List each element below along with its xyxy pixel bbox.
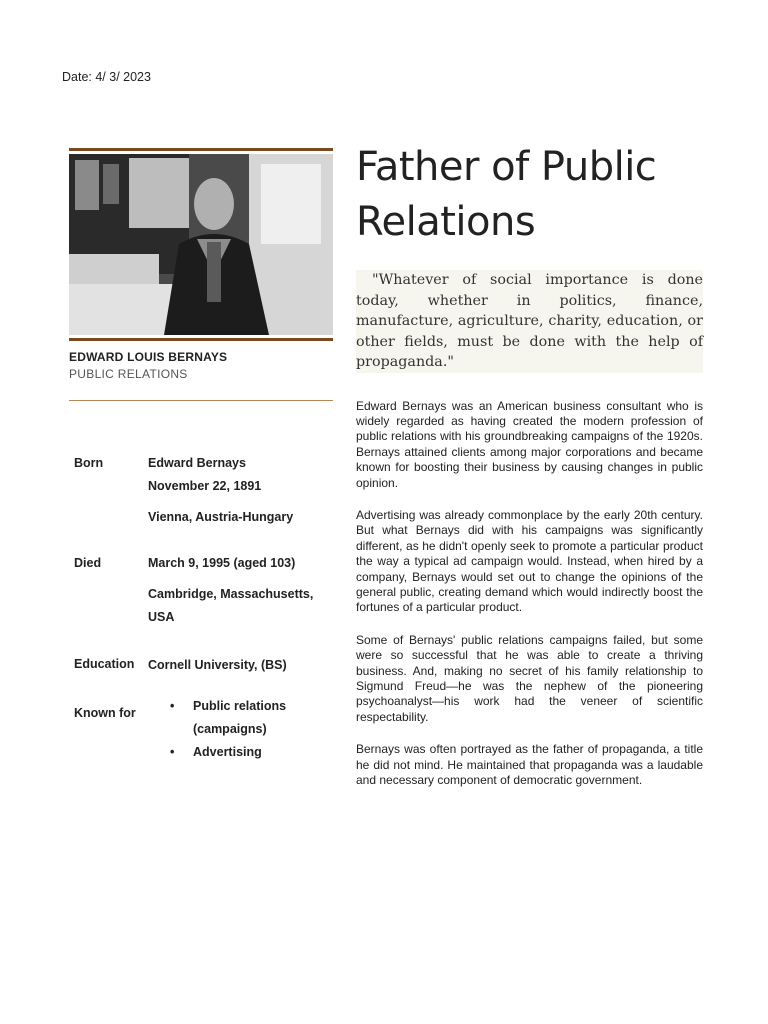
known-for-list bbox=[170, 695, 340, 764]
article-paragraph: Advertising was already commonplace by the early 20th century. But what Bernays did with his campaigns was significantly different, as he didn't openly seek to promote a particular product the way a typical ad campaign would. Instead, when hired by a company, Bernays would set out to change the opinions of the general public, creating demand which would indirectly boost the fortunes of a particular product. bbox=[356, 507, 703, 615]
died-value bbox=[148, 552, 338, 629]
born-place: Vienna, Austria-Hungary bbox=[148, 510, 294, 524]
article-quote: "Whatever of social importance is done today, whether in politics, finance, manufacture, agriculture, charity, education, or other fields, must be done with the help of propaganda." bbox=[356, 270, 703, 373]
article-paragraph: Edward Bernays was an American business consultant who is widely regarded as having created the modern profession of public relations with his groundbreaking campaigns of the 1920s. Bernays attained clients among major corporations and became known for boosting their business by causing changes in public opinion. bbox=[356, 398, 703, 490]
education-value: Cornell University, (BS) bbox=[148, 658, 287, 672]
known-for-label: Known for bbox=[74, 706, 136, 720]
born-label: Born bbox=[74, 456, 104, 470]
died-date: March 9, 1995 (aged 103) bbox=[148, 556, 296, 570]
document-date: Date: 4/ 3/ 2023 bbox=[62, 70, 151, 84]
article bbox=[356, 140, 703, 788]
born-date: November 22, 1891 bbox=[148, 479, 262, 493]
article-title: Father of Public Relations bbox=[356, 144, 657, 245]
profile-subtitle: PUBLIC RELATIONS bbox=[69, 367, 188, 381]
profile-name: EDWARD LOUIS BERNAYS bbox=[69, 350, 228, 364]
profile-divider bbox=[69, 400, 333, 401]
born-value bbox=[148, 452, 338, 529]
known-for-item: • Advertising bbox=[170, 741, 340, 764]
died-label: Died bbox=[74, 556, 102, 570]
profile-sidebar bbox=[69, 148, 333, 401]
article-paragraph: Some of Bernays' public relations campaigns failed, but some were so successful that he was able to create a thriving business. And, making no secret of his family relationship to Sigmund Freud—he was the nephew of the pioneering psychoanalyst—his work had the veneer of scientific respectability. bbox=[356, 632, 703, 724]
article-paragraph: Bernays was often portrayed as the father of propaganda, a title he did not mind. He maintained that propaganda was a laudable and necessary component of democratic government. bbox=[356, 742, 703, 788]
portrait-frame bbox=[69, 148, 333, 341]
known-for-item: • Public relations (campaigns) bbox=[170, 695, 333, 741]
born-name: Edward Bernays bbox=[148, 456, 246, 470]
education-label: Education bbox=[74, 657, 135, 671]
portrait-photo bbox=[69, 154, 333, 335]
died-place: Cambridge, Massachusetts, USA bbox=[148, 587, 314, 624]
